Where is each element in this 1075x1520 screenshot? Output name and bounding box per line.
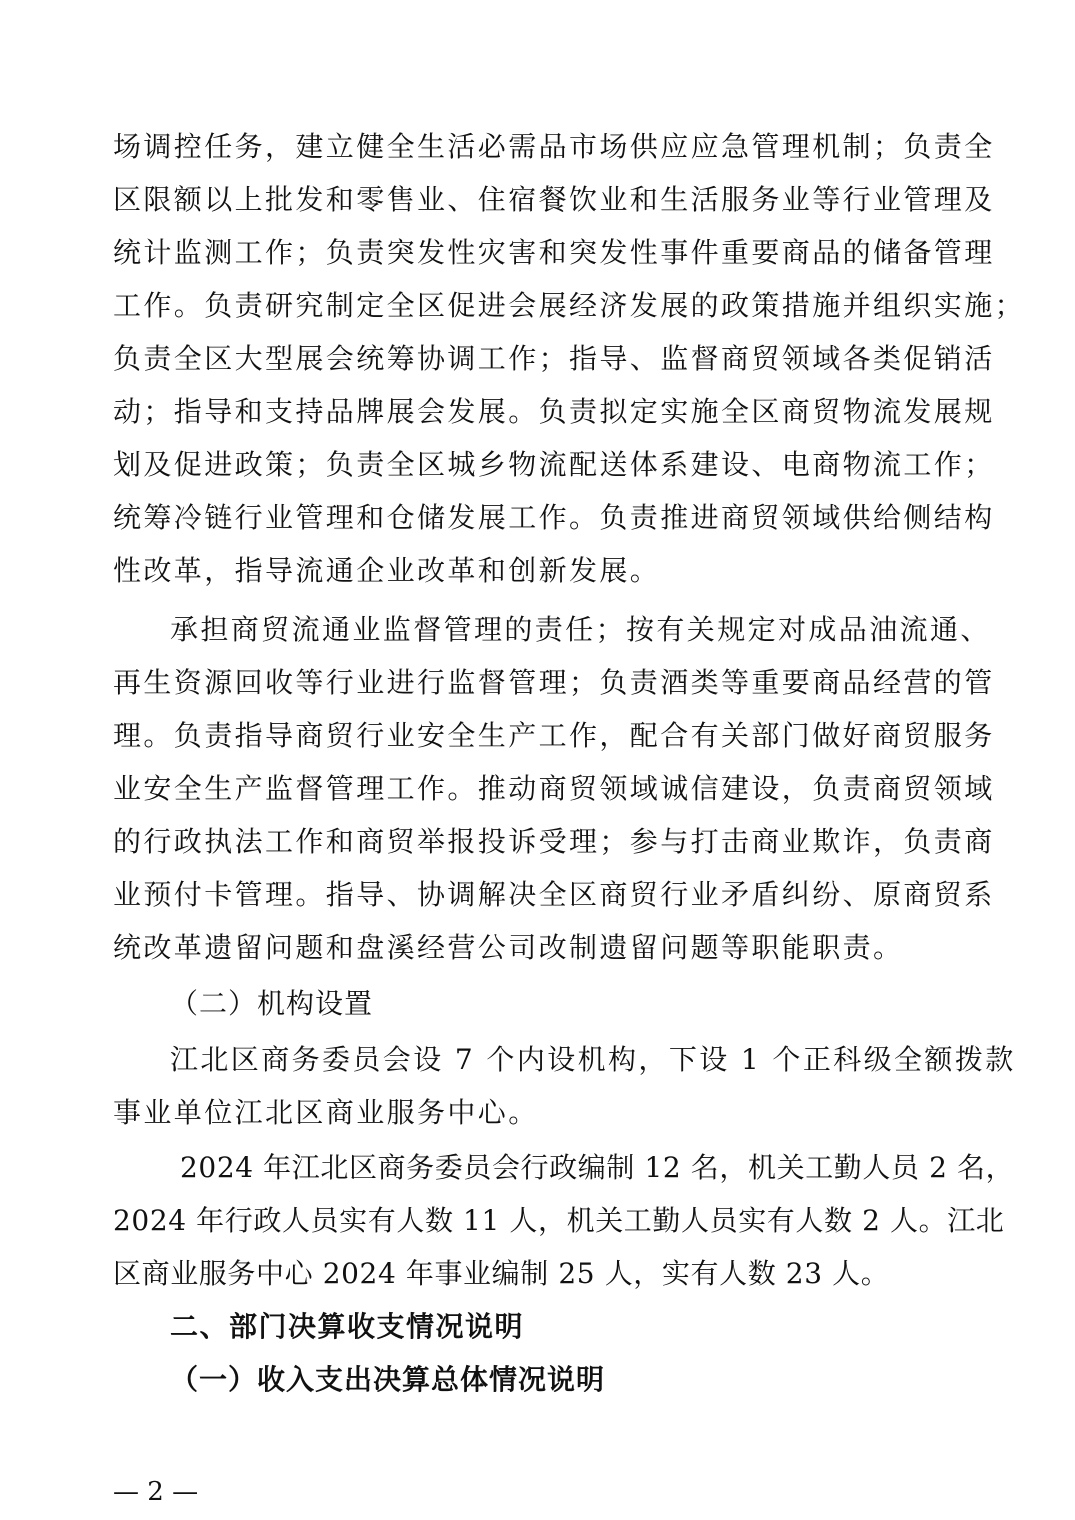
body-line-9: 性改革，指导流通企业改革和创新发展。 (113, 554, 661, 587)
body-line-19: 事业单位江北区商业服务中心。 (113, 1096, 539, 1129)
body-line-11: 再生资源回收等行业进行监督管理；负责酒类等重要商品经营的管 (113, 666, 995, 699)
body-line-20: 2024 年江北区商务委员会行政编制 12 名，机关工勤人员 2 名， (180, 1151, 1015, 1184)
body-line-3: 统计监测工作；负责突发性灾害和突发性事件重要商品的储备管理 (113, 236, 995, 269)
body-line-8: 统筹冷链行业管理和仓储发展工作。负责推进商贸领域供给侧结构 (113, 501, 995, 534)
section-heading-2: 二、部门决算收支情况说明 (170, 1310, 525, 1343)
body-line-21: 2024 年行政人员实有人数 11 人，机关工勤人员实有人数 2 人。江北 (113, 1204, 1005, 1237)
page-number: — 2 — (113, 1477, 199, 1507)
body-line-18: 江北区商务委员会设 7 个内设机构，下设 1 个正科级全额拨款 (170, 1043, 1016, 1076)
body-line-2: 区限额以上批发和零售业、住宿餐饮业和生活服务业等行业管理及 (113, 183, 995, 216)
subsection-heading-2-1: （一）收入支出决算总体情况说明 (170, 1363, 606, 1396)
section-heading-organization: （二）机构设置 (170, 987, 374, 1020)
body-line-4: 工作。负责研究制定全区促进会展经济发展的政策措施并组织实施； (113, 289, 1026, 322)
body-line-6: 动；指导和支持品牌展会发展。负责拟定实施全区商贸物流发展规 (113, 395, 995, 428)
body-line-12: 理。负责指导商贸行业安全生产工作，配合有关部门做好商贸服务 (113, 719, 995, 752)
body-line-7: 划及促进政策；负责全区城乡物流配送体系建设、电商物流工作； (113, 448, 995, 481)
body-line-14: 的行政执法工作和商贸举报投诉受理；参与打击商业欺诈，负责商 (113, 825, 995, 858)
body-line-16: 统改革遗留问题和盘溪经营公司改制遗留问题等职能职责。 (113, 931, 904, 964)
body-line-22: 区商业服务中心 2024 年事业编制 25 人，实有人数 23 人。 (113, 1257, 890, 1290)
body-line-13: 业安全生产监督管理工作。推动商贸领域诚信建设，负责商贸领域 (113, 772, 995, 805)
body-line-1: 场调控任务，建立健全生活必需品市场供应应急管理机制；负责全 (113, 130, 995, 163)
body-line-5: 负责全区大型展会统筹协调工作；指导、监督商贸领域各类促销活 (113, 342, 995, 375)
body-line-15: 业预付卡管理。指导、协调解决全区商贸行业矛盾纠纷、原商贸系 (113, 878, 995, 911)
body-line-10: 承担商贸流通业监督管理的责任；按有关规定对成品油流通、 (170, 613, 991, 646)
